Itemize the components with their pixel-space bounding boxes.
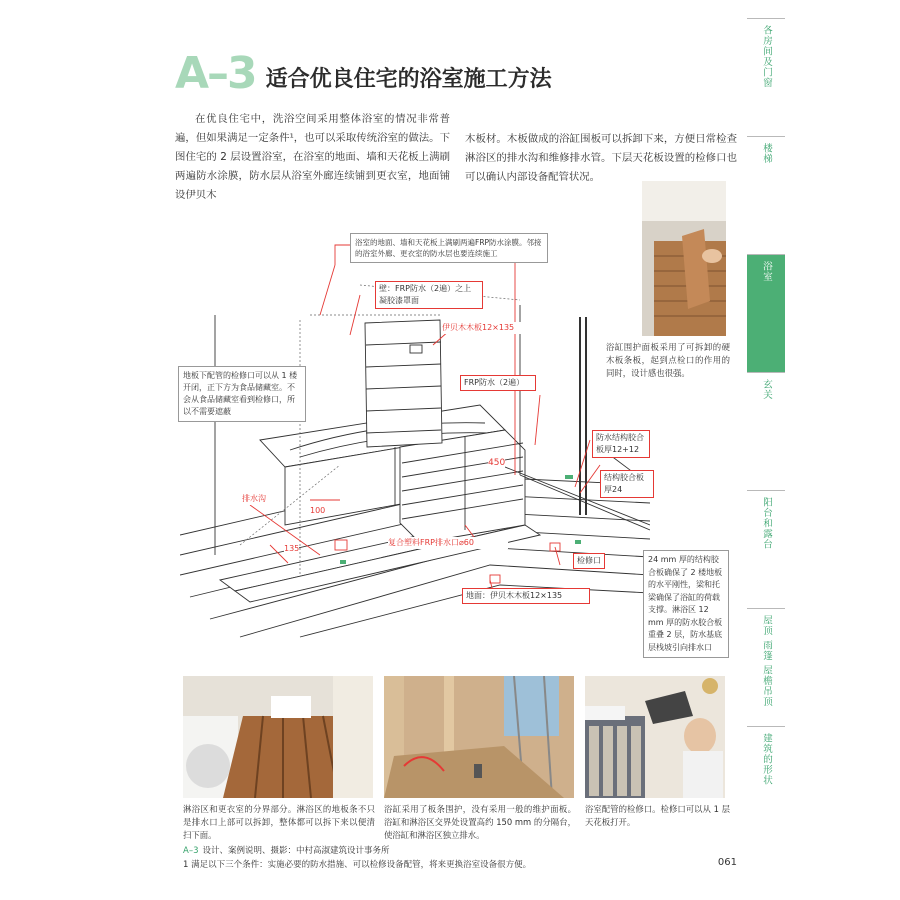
title-text: 适合优良住宅的浴室施工方法 xyxy=(265,66,552,92)
photo-tub-panel-image xyxy=(604,181,726,336)
photo-tub-panel xyxy=(604,181,726,336)
side-tab-roof[interactable]: 屋顶 雨篷 屋檐吊顶 xyxy=(747,608,785,727)
photo-tub-framing xyxy=(384,676,574,798)
note-structural-plywood: 24 mm 厚的结构胶合板确保了 2 楼地板的水平刚性，梁和托梁确保了浴缸的荷载支撑。淋浴区 12 mm 厚的防水胶合板重叠 2 层，防水基底层栈坡引向排水口 xyxy=(643,550,729,658)
caption-pipe-inspection: 浴室配管的检修口。检修口可以从 1 层天花板打开。 xyxy=(585,804,730,827)
dimension-135: 135 xyxy=(284,544,300,553)
photo-pipe-inspection xyxy=(585,676,725,798)
caption-shower-area: 淋浴区和更衣室的分界部分。淋浴区的地板条不只是排水口上部可以拆卸，整体都可以拆下来以便清扫下面。 xyxy=(183,804,375,840)
side-tab-stairs[interactable]: 楼梯 xyxy=(747,136,785,255)
page-title xyxy=(175,48,552,100)
callout-inspection-port: 检修口 xyxy=(573,553,605,569)
footer-credit-code: A–3 xyxy=(183,846,199,856)
callout-wall-frp: 壁：FRP防水（2遍）之上凝胶漆罩面 xyxy=(375,281,483,309)
bathroom-construction-diagram xyxy=(180,225,650,640)
footer-credit-text: 设计、案例说明、摄影：中村高淑建筑设计事务所 xyxy=(202,846,390,856)
side-tab-entrance[interactable]: 玄关 xyxy=(747,372,785,491)
note-underfloor-inspection: 地板下配管的检修口可以从 1 楼开闭，正下方为食品储藏室。不会从食品储藏室看到检修口，所以不需要遮蔽 xyxy=(178,366,306,422)
side-tab-rooms[interactable]: 各房间及门窗 xyxy=(747,18,785,137)
intro-right: 木板材。木板做成的浴缸围板可以拆卸下来，方便日常检查淋浴区的排水沟和维修排水管。下层天花板设置的检修口也可以确认内部设备配管状况。 xyxy=(465,133,737,183)
callout-ipe-wall: 伊贝木木板12×135 xyxy=(442,322,532,334)
callout-frp-membrane: 浴室的地面、墙和天花板上满刷两遍FRP防水涂膜。邻接的浴室外廊、更衣室的防水层也要连续施工 xyxy=(350,233,548,263)
callout-structural-plywood: 结构胶合板厚24 xyxy=(600,470,654,498)
footer-credit xyxy=(183,845,683,858)
photo-tub-framing-image xyxy=(384,676,574,798)
dimension-450: 450 xyxy=(488,458,506,468)
callout-waterproof-plywood: 防水结构胶合板厚12+12 xyxy=(592,430,650,458)
caption-tub-panel: 浴缸围护面板采用了可拆卸的硬木板条板，起到点检口的作用的同时，设计感也很强。 xyxy=(606,342,730,378)
side-tab-shape[interactable]: 建筑的形状 xyxy=(747,726,785,845)
photo-shower-area-image xyxy=(183,676,373,798)
dimension-100: 100 xyxy=(310,506,326,515)
intro-left: 在优良住宅中，洗浴空间采用整体浴室的情况非常普遍，但如果满足一定条件¹，也可以采取传统浴室的做法。下图住宅的 2 层设置浴室，在浴室的地面、墙和天花板上满刷两遍防水涂膜，防水层从浴室外廊连续铺到更衣室，地面铺设伊贝木 xyxy=(175,113,450,201)
caption-tub-framing: 浴缸采用了板条围护，没有采用一般的维护面板。浴缸和淋浴区交界处设置高约 150 mm 的分隔台，使浴缸和淋浴区独立排水。 xyxy=(384,804,576,840)
page-number: 061 xyxy=(717,857,737,868)
callout-drain-ditch: 排水沟 xyxy=(242,494,266,503)
callout-floor-ipe: 地面：伊贝木木板12×135 xyxy=(462,588,590,604)
callout-drain-port: 复合塑料FRP排水口⌀60 xyxy=(388,537,508,549)
side-tab-bathroom[interactable]: 浴室 xyxy=(747,254,785,373)
title-code: A–3 xyxy=(175,48,256,99)
photo-shower-area xyxy=(183,676,373,798)
photo-pipe-inspection-image xyxy=(585,676,725,798)
side-tab-balcony[interactable]: 阳台和露台 xyxy=(747,490,785,609)
footer-note: 1 满足以下三个条件：实施必要的防水措施、可以检修设备配管，将来更换浴室设备很方便。 xyxy=(183,860,532,870)
callout-frp-2: FRP防水（2遍） xyxy=(460,375,536,391)
